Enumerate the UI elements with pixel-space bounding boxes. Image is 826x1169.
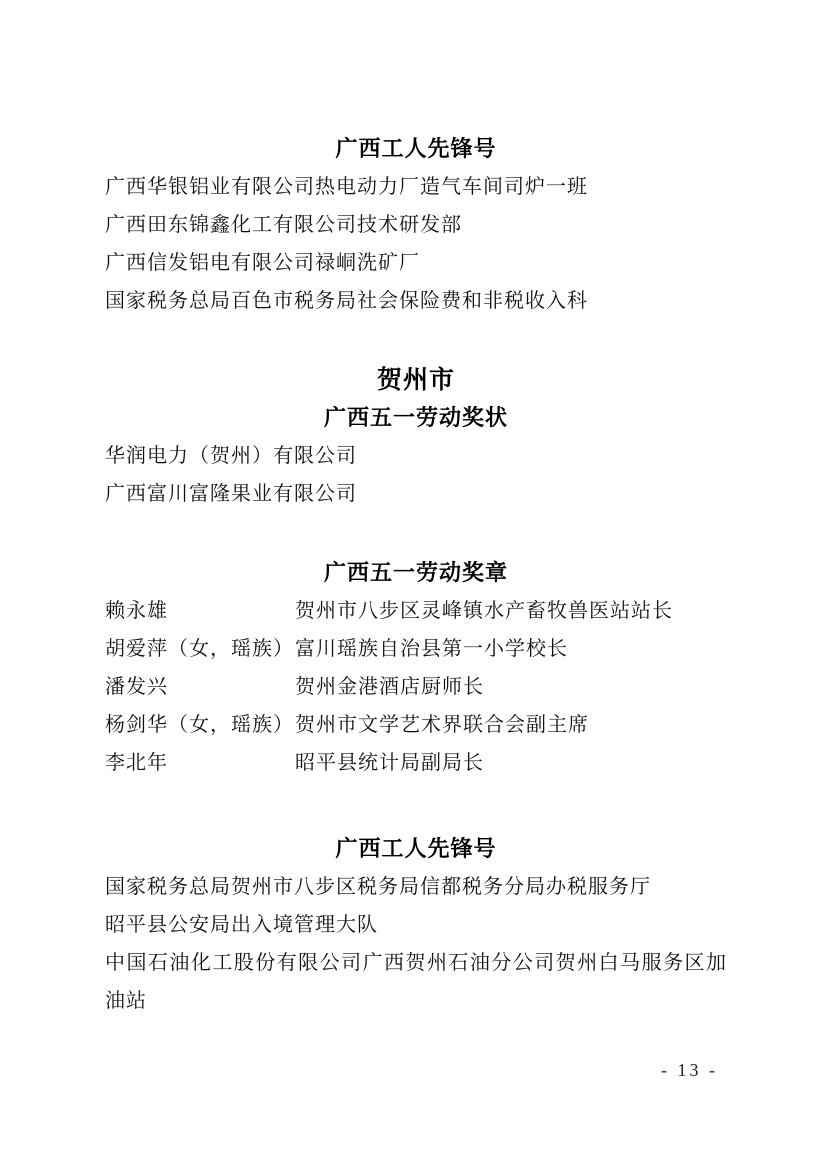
recipient-name: 潘发兴: [105, 676, 168, 698]
recipient-position: 贺州金港酒店厨师长: [295, 676, 484, 698]
recipient-row: [105, 668, 727, 706]
recipient-position: 昭平县统计局副局长: [295, 752, 484, 774]
award-recipient: 华润电力（贺州）有限公司: [105, 445, 357, 467]
award-recipient: 广西富川富隆果业有限公司: [105, 483, 357, 505]
recipient-name: 杨剑华（女，瑶族）: [105, 714, 294, 736]
award-section-title: 广西五一劳动奖状: [323, 405, 508, 430]
award-recipient: 广西信发铝电有限公司禄峒洗矿厂: [105, 252, 420, 274]
recipient-position: 富川瑶族自治县第一小学校长: [295, 638, 568, 660]
page-number: - 13 -: [661, 1060, 718, 1080]
award-section-title: 广西五一劳动奖章: [323, 560, 508, 585]
recipient-row: [105, 706, 727, 744]
city-heading: 贺州市: [376, 366, 455, 394]
award-recipient: 广西田东锦鑫化工有限公司技术研发部: [105, 214, 462, 236]
recipient-row: [105, 630, 727, 668]
award-section-title: 广西工人先锋号: [335, 836, 497, 861]
recipient-row: [105, 744, 727, 782]
document-content: [105, 130, 727, 1020]
recipient-name: 赖永雄: [105, 600, 168, 622]
award-recipient: 国家税务总局百色市税务局社会保险费和非税收入科: [105, 290, 588, 312]
recipient-name: 胡爱萍（女，瑶族）: [105, 638, 294, 660]
recipient-position: 贺州市八步区灵峰镇水产畜牧兽医站站长: [295, 600, 673, 622]
recipient-row: [105, 592, 727, 630]
recipient-position: 贺州市文学艺术界联合会副主席: [295, 714, 589, 736]
award-recipient: 国家税务总局贺州市八步区税务局信都税务分局办税服务厅: [105, 876, 651, 898]
recipient-name: 李北年: [105, 752, 168, 774]
award-section-title: 广西工人先锋号: [335, 136, 497, 161]
award-recipient: 昭平县公安局出入境管理大队: [105, 914, 378, 936]
award-recipient: 中国石油化工股份有限公司广西贺州石油分公司贺州白马服务区加油站: [105, 952, 727, 1012]
award-recipient: 广西华银铝业有限公司热电动力厂造气车间司炉一班: [105, 176, 588, 198]
